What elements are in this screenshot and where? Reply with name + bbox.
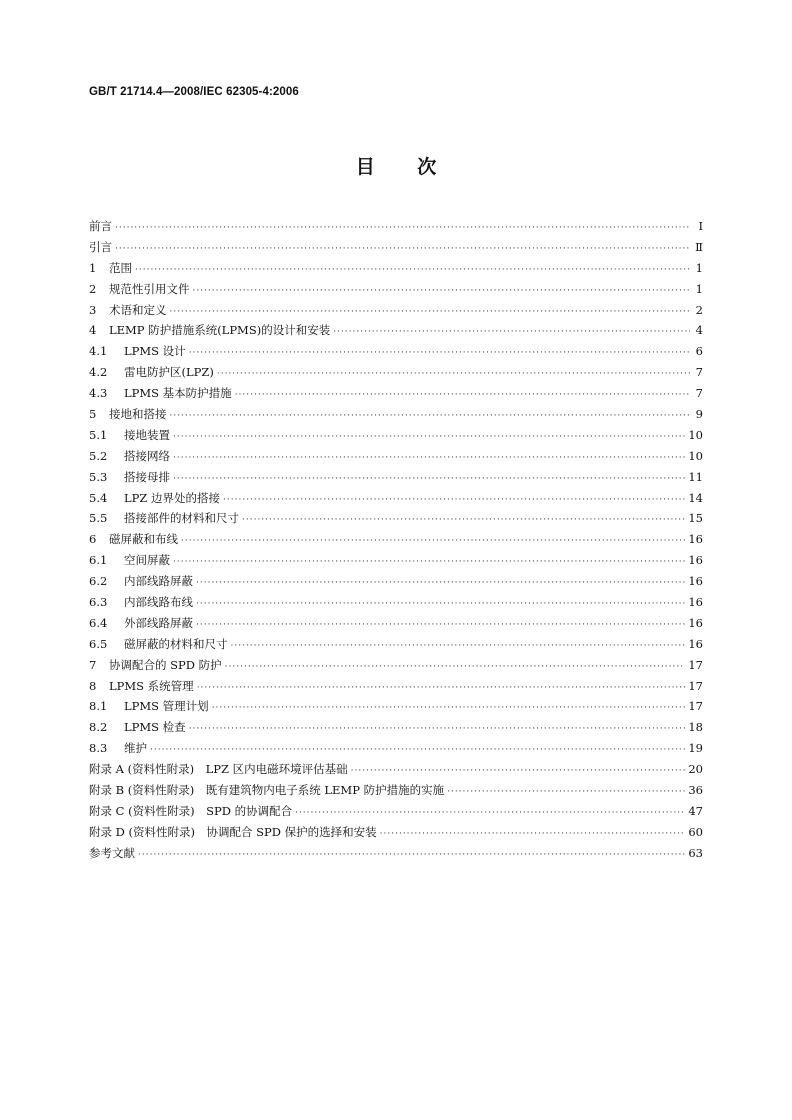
toc-page: 20 <box>688 762 703 777</box>
toc-page: 16 <box>688 636 703 651</box>
toc-entry[interactable] <box>89 383 703 404</box>
toc-leader <box>173 448 685 469</box>
toc-entry[interactable] <box>89 822 703 843</box>
toc-page: 16 <box>688 574 703 589</box>
toc-page: 11 <box>688 469 703 484</box>
toc-page: 17 <box>688 657 703 672</box>
toc-entry[interactable] <box>89 341 703 362</box>
toc-leader <box>196 594 685 615</box>
toc-entry[interactable] <box>89 655 703 676</box>
toc-entry[interactable] <box>89 676 703 697</box>
toc-entry[interactable] <box>89 592 703 613</box>
toc-number: 5.4 <box>89 490 108 505</box>
toc-label: 外部线路屏蔽 <box>124 615 193 630</box>
toc-page: 9 <box>695 407 703 422</box>
toc-number: 6.1 <box>89 553 108 568</box>
toc-label: 内部线路布线 <box>124 595 193 610</box>
toc-label: LPMS 系统管理 <box>109 678 194 693</box>
toc-label: 附录 B (资料性附录) 既有建筑物内电子系统 LEMP 防护措施的实施 <box>89 783 445 798</box>
toc-entry[interactable] <box>89 488 703 509</box>
toc-leader <box>189 719 686 740</box>
toc-page: 36 <box>688 783 703 798</box>
toc-label: LPMS 设计 <box>124 344 186 359</box>
toc-page: 4 <box>695 323 703 338</box>
toc-label: 范围 <box>109 260 132 275</box>
toc-leader <box>380 824 686 845</box>
toc-number: 5.5 <box>89 511 108 526</box>
toc-leader <box>135 260 690 281</box>
toc-label: 内部线路屏蔽 <box>124 574 193 589</box>
toc-number: 3 <box>89 302 97 317</box>
toc-entry[interactable] <box>89 717 703 738</box>
toc-number: 5 <box>89 407 97 422</box>
toc-label: 附录 A (资料性附录) LPZ 区内电磁环境评估基础 <box>89 762 348 777</box>
toc-leader <box>173 427 685 448</box>
toc-leader <box>138 845 685 866</box>
toc-number: 7 <box>89 657 97 672</box>
toc-entry[interactable] <box>89 780 703 801</box>
toc-label: 规范性引用文件 <box>109 281 190 296</box>
toc-label: 协调配合的 SPD 防护 <box>109 657 222 672</box>
toc-leader <box>115 239 690 260</box>
toc-leader <box>173 469 685 490</box>
toc-label: 搭接网络 <box>124 448 170 463</box>
toc-leader <box>196 615 685 636</box>
toc-leader <box>170 406 691 427</box>
toc-entry[interactable] <box>89 550 703 571</box>
toc-entry[interactable] <box>89 759 703 780</box>
toc-entry[interactable] <box>89 320 703 341</box>
table-of-contents <box>89 216 703 864</box>
toc-label: 接地和搭接 <box>109 407 167 422</box>
toc-leader <box>193 281 691 302</box>
toc-number: 4.2 <box>89 365 108 380</box>
toc-leader <box>333 322 690 343</box>
toc-entry[interactable] <box>89 571 703 592</box>
toc-label: 空间屏蔽 <box>124 553 170 568</box>
toc-label: 附录 C (资料性附录) SPD 的协调配合 <box>89 803 293 818</box>
toc-leader <box>351 761 686 782</box>
toc-page: 17 <box>688 699 703 714</box>
toc-page: Ⅰ <box>698 219 703 233</box>
toc-page: 60 <box>688 824 703 839</box>
toc-number: 5.1 <box>89 427 108 442</box>
toc-number: 4.3 <box>89 386 108 401</box>
toc-leader <box>173 552 685 573</box>
toc-page: 10 <box>688 448 703 463</box>
toc-page: 18 <box>688 720 703 735</box>
toc-number: 8 <box>89 678 97 693</box>
toc-label: 磁屏蔽和布线 <box>109 532 178 547</box>
toc-entry[interactable] <box>89 467 703 488</box>
toc-label: 磁屏蔽的材料和尺寸 <box>124 636 228 651</box>
toc-number: 6.4 <box>89 615 108 630</box>
toc-page: 6 <box>695 344 703 359</box>
toc-page: 7 <box>695 386 703 401</box>
toc-number: 1 <box>89 260 97 275</box>
toc-entry[interactable] <box>89 300 703 321</box>
toc-leader <box>115 218 690 239</box>
toc-leader <box>150 740 685 761</box>
toc-page: 2 <box>695 302 703 317</box>
toc-entry[interactable] <box>89 404 703 425</box>
toc-page: 16 <box>688 553 703 568</box>
toc-leader <box>170 302 691 323</box>
toc-number: 4 <box>89 323 97 338</box>
toc-page: 16 <box>688 595 703 610</box>
toc-page: 16 <box>688 615 703 630</box>
toc-page: 17 <box>688 678 703 693</box>
toc-label: LEMP 防护措施系统(LPMS)的设计和安装 <box>109 323 331 338</box>
toc-entry[interactable] <box>89 237 703 258</box>
toc-leader <box>181 531 685 552</box>
toc-leader <box>231 636 686 657</box>
toc-label: 前言 <box>89 219 112 233</box>
toc-number: 8.3 <box>89 741 108 756</box>
toc-entry[interactable] <box>89 508 703 529</box>
standard-header: GB/T 21714.4—2008/IEC 62305-4:2006 <box>89 86 299 98</box>
toc-label: LPMS 基本防护措施 <box>124 386 232 401</box>
toc-page: 19 <box>688 741 703 756</box>
toc-label: LPMS 管理计划 <box>124 699 209 714</box>
toc-label: 搭接部件的材料和尺寸 <box>124 511 239 526</box>
toc-entry[interactable] <box>89 362 703 383</box>
toc-entry[interactable] <box>89 696 703 717</box>
toc-entry[interactable] <box>89 634 703 655</box>
toc-page: 63 <box>688 845 703 860</box>
toc-entry[interactable] <box>89 801 703 822</box>
toc-page: 15 <box>688 511 703 526</box>
toc-number: 4.1 <box>89 344 108 359</box>
toc-leader <box>212 698 686 719</box>
toc-leader <box>196 573 685 594</box>
toc-label: 接地装置 <box>124 427 170 442</box>
toc-label: 搭接母排 <box>124 469 170 484</box>
toc-leader <box>235 385 690 406</box>
toc-page: 7 <box>695 365 703 380</box>
toc-number: 6.5 <box>89 636 108 651</box>
toc-label: 雷电防护区(LPZ) <box>124 365 214 380</box>
toc-label: 维护 <box>124 741 147 756</box>
toc-number: 8.2 <box>89 720 108 735</box>
toc-number: 2 <box>89 281 97 296</box>
toc-entry[interactable] <box>89 258 703 279</box>
page-title: 目 次 <box>355 156 437 178</box>
toc-leader <box>447 782 685 803</box>
toc-leader <box>197 678 686 699</box>
toc-entry[interactable] <box>89 425 703 446</box>
toc-leader <box>295 803 685 824</box>
toc-number: 6 <box>89 532 97 547</box>
toc-label: LPZ 边界处的搭接 <box>124 490 221 505</box>
toc-entry[interactable] <box>89 216 703 237</box>
toc-label: 引言 <box>89 239 112 254</box>
toc-entry[interactable] <box>89 446 703 467</box>
toc-leader <box>217 364 690 385</box>
toc-page: 1 <box>695 260 703 275</box>
toc-entry[interactable] <box>89 738 703 759</box>
toc-page: 47 <box>688 803 703 818</box>
toc-entry[interactable] <box>89 843 703 864</box>
toc-number: 5.2 <box>89 448 108 463</box>
toc-label: 术语和定义 <box>109 302 167 317</box>
toc-leader <box>225 657 686 678</box>
toc-leader <box>189 343 690 364</box>
toc-entry[interactable] <box>89 613 703 634</box>
toc-label: LPMS 检查 <box>124 720 186 735</box>
toc-number: 6.2 <box>89 574 108 589</box>
toc-entry[interactable] <box>89 529 703 550</box>
toc-page: 10 <box>688 427 703 442</box>
toc-page: 1 <box>695 281 703 296</box>
toc-label: 附录 D (资料性附录) 协调配合 SPD 保护的选择和安装 <box>89 824 377 839</box>
toc-entry[interactable] <box>89 279 703 300</box>
toc-leader <box>223 490 685 511</box>
toc-number: 6.3 <box>89 595 108 610</box>
toc-label: 参考文献 <box>89 845 135 860</box>
toc-page: 14 <box>688 490 703 505</box>
toc-leader <box>242 510 685 531</box>
toc-number: 5.3 <box>89 469 108 484</box>
toc-page: 16 <box>688 532 703 547</box>
toc-page: Ⅱ <box>695 239 703 254</box>
toc-number: 8.1 <box>89 699 108 714</box>
